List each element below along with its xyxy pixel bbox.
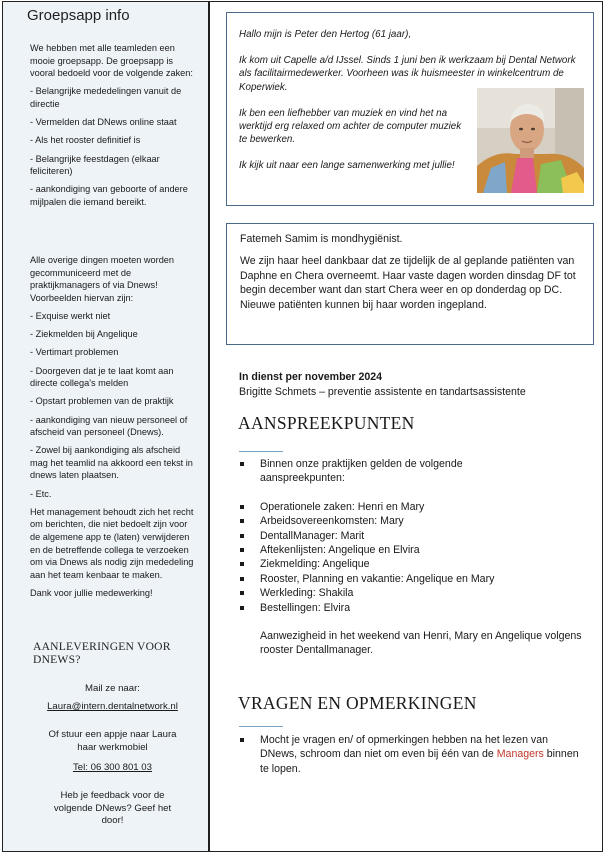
intro-paragraph: Ik ben een liefhebber van muziek en vind het na werktijd erg relaxed om achter de computer muziek te bewerken.	[239, 107, 462, 146]
contact-item: Ziekmelding: Angelique	[240, 557, 540, 571]
contact-item: Operationele zaken: Henri en Mary	[240, 500, 540, 514]
contact-item: Werkleding: Shakila	[240, 586, 540, 600]
contact-item: Rooster, Planning en vakantie: Angelique en Mary	[240, 572, 540, 586]
questions-heading-rule	[239, 726, 283, 727]
other-item: - aankondiging van nieuw personeel of afscheid van personeel (Dnews).	[30, 414, 188, 438]
contact-item: Aftekenlijsten: Angelique en Elvira	[240, 543, 540, 557]
portrait-photo	[477, 88, 584, 193]
mail-address-link[interactable]: Laura@intern.dentalnetwork.nl	[47, 701, 178, 712]
submissions-heading: AANLEVERINGEN VOOR DNEWS?	[33, 640, 171, 666]
contacts-section	[240, 457, 582, 658]
app-intro: We hebben met alle teamleden een mooie groepsapp. De groepsapp is vooral bedoeld voor de volgende zaken:	[30, 43, 193, 79]
intro-paragraph: Ik kijk uit naar een lange samenwerking met jullie!	[239, 160, 455, 172]
other-item: - Vertimart problemen	[30, 347, 119, 358]
phone-link[interactable]: Tel: 06 300 801 03	[73, 762, 152, 773]
other-item: - Exquise werkt niet	[30, 310, 111, 321]
hygienist-paragraph: Fatemeh Samim is mondhygiënist.	[240, 233, 403, 245]
feedback-text: Heb je feedback voor de volgende DNews? Geef het door!	[53, 790, 172, 827]
contact-item: DentallManager: Marit	[240, 529, 540, 543]
app-item: - Belangrijke mededelingen vanuit de directie	[30, 86, 182, 109]
contacts-list	[240, 500, 540, 615]
bullet-square	[240, 519, 244, 523]
app-item: - Belangrijke feestdagen (elkaar feliciteren)	[30, 153, 160, 177]
contacts-heading-rule	[239, 451, 283, 452]
questions-list	[240, 733, 580, 776]
other-item: - Ziekmelden bij Angelique	[30, 329, 138, 340]
sidebar	[3, 2, 210, 851]
hygienist-paragraph: We zijn haar heel dankbaar dat ze tijdelijk de al geplande patiënten van Daphne en Chera overneemt. Haar vaste dagen worden dinsdag DF tot begin december want dan start Chera weer en op donderdag op DC. Nieuwe patiënten kunnen bij haar worden ingepland.	[240, 255, 576, 311]
bullet-square	[240, 505, 244, 509]
app-item: - Vermelden dat DNews online staat	[30, 117, 177, 128]
other-intro: Alle overige dingen moeten worden gecommuniceerd met de praktijkmanagers of via Dnews! Voorbeelden hiervan zijn:	[30, 255, 175, 303]
hygienist-box	[226, 223, 594, 345]
other-item: - Zowel bij aankondiging als afscheid mag het teamlid na akkoord een tekst in dnews laten plaatsen.	[30, 445, 193, 481]
sidebar-title: Groepsapp info	[27, 7, 130, 24]
app-item: - Als het rooster definitief is	[30, 135, 141, 146]
other-item: - Doorgeven dat je te laat komt aan directe collega's melden	[30, 365, 174, 389]
bullet-square	[240, 738, 244, 742]
intro-paragraph: Ik kom uit Capelle a/d IJssel. Sinds 1 juni ben ik werkzaam bij Dental Network als facilitairmedewerker. Voorheen was ik huismeester in winkelcentrum de Koperwiek.	[239, 55, 576, 93]
mail-label: Mail ze naar:	[85, 683, 140, 694]
bullet-square	[240, 462, 244, 466]
questions-section	[240, 733, 580, 776]
app-note: Of stuur een appje naar Laura haar werkmobiel	[48, 729, 177, 753]
contacts-intro: Binnen onze praktijken gelden de volgende aanspreekpunten:	[240, 457, 540, 486]
hygienist-text	[240, 232, 585, 320]
managers-highlight: Managers	[496, 748, 544, 761]
in-service-heading: In dienst per november 2024	[239, 371, 383, 383]
bullet-square	[240, 606, 244, 610]
other-item: - Etc.	[30, 488, 52, 499]
bullet-square	[240, 534, 244, 538]
contact-item: Arbeidsovereenkomsten: Mary	[240, 514, 540, 528]
bullet-square	[240, 548, 244, 552]
intro-paragraph: Hallo mijn is Peter den Hertog (61 jaar),	[239, 29, 412, 40]
contacts-intro-list	[240, 457, 540, 486]
app-info-block	[30, 42, 195, 214]
contacts-heading: AANSPREEKPUNTEN	[238, 413, 415, 433]
thanks-text: Dank voor jullie medewerking!	[30, 588, 153, 598]
bullet-square	[240, 591, 244, 595]
contact-item: Bestellingen: Elvira	[240, 601, 540, 615]
management-note: Het management behoudt zich het recht om berichten, die niet bedoelt zijn voor de algemene app te (laten) verwijderen en de betreffende collega te verzoeken om via Dnews als nodig zijn mededeling aan het team kenbaar te maken.	[30, 506, 194, 580]
questions-heading: VRAGEN EN OPMERKINGEN	[238, 693, 477, 713]
weekend-note: Aanwezigheid in het weekend van Henri, Mary en Angelique volgens rooster Dentallmanager.	[260, 630, 582, 657]
other-item: - Opstart problemen van de praktijk	[30, 396, 174, 407]
questions-text: Mocht je vragen en/ of opmerkingen hebben na het lezen van DNews, schroom dan niet om even bij één van de Managers binnen te lopen.	[240, 733, 580, 776]
in-service-line: Brigitte Schmets – preventie assistente en tandartsassistente	[239, 386, 526, 398]
bullet-square	[240, 577, 244, 581]
bullet-square	[240, 562, 244, 566]
new-colleague-box	[226, 12, 594, 206]
app-item: - aankondiging van geboorte of andere mijlpalen die iemand bereikt.	[30, 184, 188, 207]
other-info-block	[30, 254, 195, 605]
